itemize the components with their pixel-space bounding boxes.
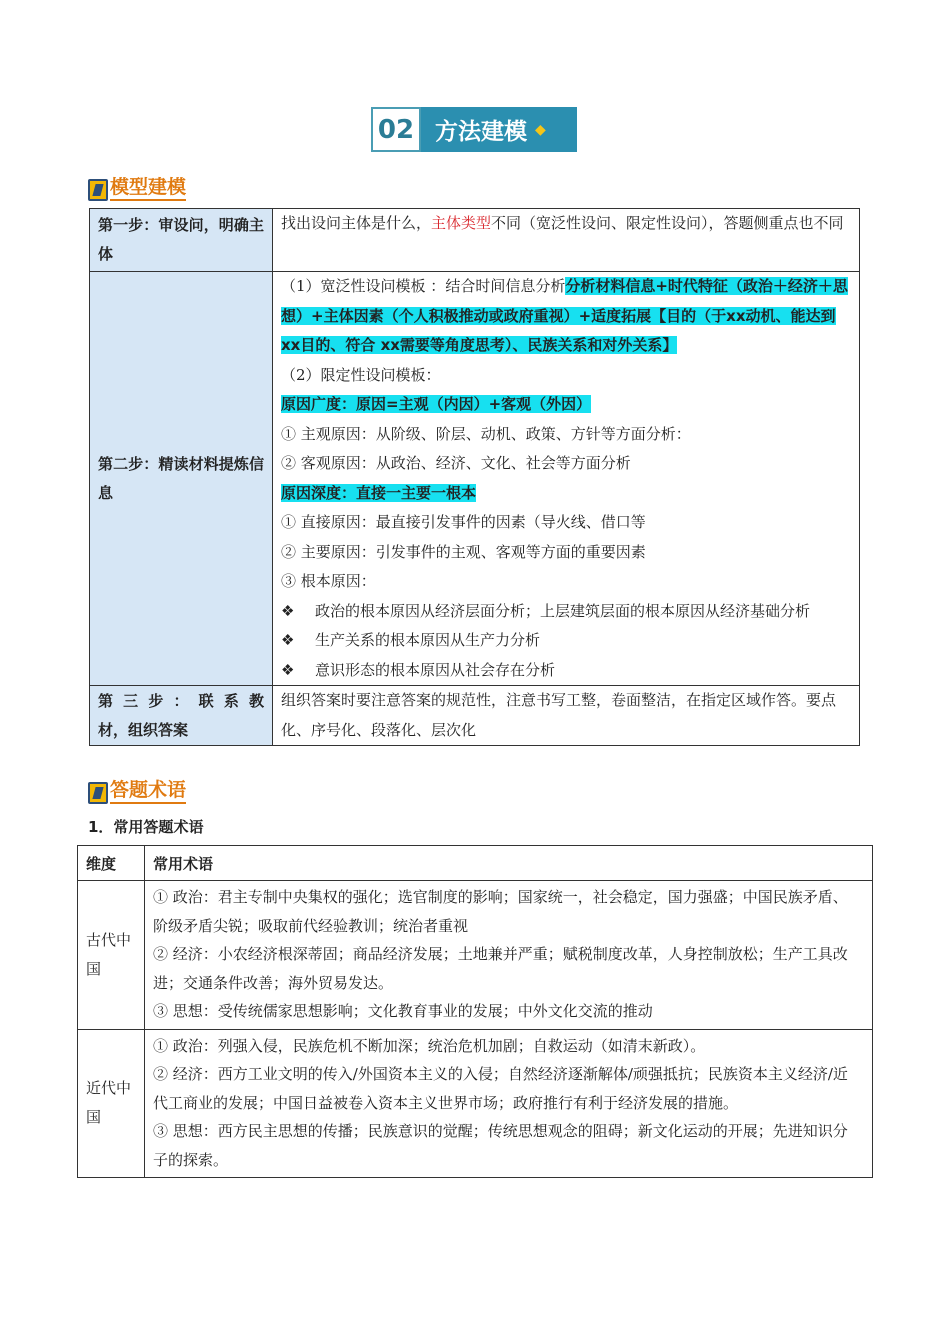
- term-line: ① 政治：列强入侵，民族危机不断加深；统治危机加剧；自救运动（如清末新政）。: [153, 1036, 706, 1055]
- depth-highlight: 原因深度：直接一主要一根本: [281, 483, 477, 502]
- section-title-text: 方法建模: [435, 119, 527, 145]
- breadth-highlight: 原因广度：原因=主观（内因）+客观（外因）: [281, 395, 592, 413]
- limited-template: （2）限定性设问模板：: [281, 365, 441, 384]
- diamond-bullet-icon: ❖: [281, 660, 295, 679]
- step1-desc: [273, 209, 860, 272]
- header-terms: 常用术语: [145, 846, 873, 881]
- step1-desc-pre: 找出设问主体是什么，: [281, 214, 432, 232]
- root-bullet-text: 政治的根本原因从经济层面分析；上层建筑层面的根本原因从经济基础分析: [315, 601, 811, 620]
- diamond-bullet-icon: ❖: [281, 631, 295, 649]
- root-bullet-text: 意识形态的根本原因从社会存在分析: [315, 660, 556, 679]
- step1-label: 第一步：审设问，明确主体: [90, 209, 273, 272]
- model-row-step1: [90, 209, 860, 272]
- term-line: ② 经济：西方工业文明的传入/外国资本主义的入侵；自然经济逐渐解体/顽强抵抗；民族资本主义经济/近代工商业的发展；中国日益被卷入资本主义世界市场；政府推行有利于经济发展的措施。: [153, 1065, 848, 1112]
- dimension-cell: 近代中国: [78, 1029, 145, 1178]
- terms-cell: [145, 881, 873, 1030]
- root-bullet: [281, 626, 851, 656]
- book-icon: [88, 782, 108, 804]
- terms-header-row: [78, 846, 873, 881]
- diamond-bullet-icon: ❖: [281, 601, 295, 620]
- subheading-terms-label: 答题术语: [110, 778, 186, 804]
- terms-heading: 1．常用答题术语: [88, 818, 204, 836]
- step2-label: 第二步：精读材料提炼信息: [90, 272, 273, 686]
- section-title: [421, 107, 577, 152]
- direct-cause: ① 直接原因：最直接引发事件的因素（导火线、借口等: [281, 513, 646, 531]
- subheading-model-label: 模型建模: [110, 175, 186, 201]
- table-row: [78, 1029, 873, 1178]
- subheading-terms: [88, 776, 186, 804]
- objective-cause: ② 客观原因：从政治、经济、文化、社会等方面分析: [281, 454, 631, 472]
- main-cause: ② 主要原因：引发事件的主观、客观等方面的重要因素: [281, 542, 646, 561]
- term-line: ① 政治：君主专制中央集权的强化；选官制度的影响；国家统一，社会稳定，国力强盛；中国民族矛盾、阶级矛盾尖锐；吸取前代经验教训；统治者重视: [153, 888, 848, 935]
- book-icon: [88, 179, 108, 201]
- root-bullet-text: 生产关系的根本原因从生产力分析: [315, 631, 541, 649]
- section-number: 02: [371, 107, 421, 152]
- model-row-step3: [90, 686, 860, 746]
- term-line: ③ 思想：西方民主思想的传播；民族意识的觉醒；传统思想观念的阻碍；新文化运动的开展；先进知识分子的探索。: [153, 1122, 848, 1169]
- root-bullet: [281, 597, 851, 627]
- table-row: [78, 881, 873, 1030]
- terms-table: [77, 845, 873, 1178]
- step1-desc-post: 不同（宽泛性设问、限定性设问），答题侧重点也不同: [491, 214, 844, 232]
- step3-label: 第 三 步 ： 联 系 教材，组织答案: [90, 686, 273, 746]
- section-banner: [371, 107, 577, 152]
- broad-template-highlight: 分析材料信息+时代特征（政治＋经济＋思想）+主体因素（个人积极推动或政府重视）+适度拓展【目的（于xx动机、能达到xx目的、符合 xx需要等角度思考）、民族关系和对外关系】: [281, 277, 848, 354]
- subjective-cause: ① 主观原因：从阶级、阶层、动机、政策、方针等方面分析：: [281, 424, 691, 443]
- broad-template: [281, 272, 851, 361]
- model-table: [89, 208, 860, 746]
- header-dimension: 维度: [78, 846, 145, 881]
- model-row-step2: [90, 272, 860, 686]
- terms-cell: [145, 1029, 873, 1178]
- term-line: ② 经济：小农经济根深蒂固；商品经济发展；土地兼并严重；赋税制度改革，人身控制放松；生产工具改进；交通条件改善；海外贸易发达。: [153, 945, 848, 992]
- step2-desc: [273, 272, 860, 686]
- subheading-model: [88, 173, 186, 201]
- step1-desc-red: 主体类型: [431, 214, 492, 232]
- root-cause: ③ 根本原因：: [281, 572, 376, 590]
- broad-template-intro: （1）宽泛性设问模板 ：结合时间信息分析: [281, 277, 566, 295]
- diamond-icon: ◆: [535, 121, 546, 138]
- dimension-cell: 古代中国: [78, 881, 145, 1030]
- term-line: ③ 思想：受传统儒家思想影响；文化教育事业的发展；中外文化交流的推动: [153, 1002, 653, 1020]
- root-bullet: [281, 656, 851, 686]
- step3-desc: 组织答案时要注意答案的规范性，注意书写工整，卷面整洁，在指定区域作答。要点化、序号化、段落化、层次化: [273, 686, 860, 746]
